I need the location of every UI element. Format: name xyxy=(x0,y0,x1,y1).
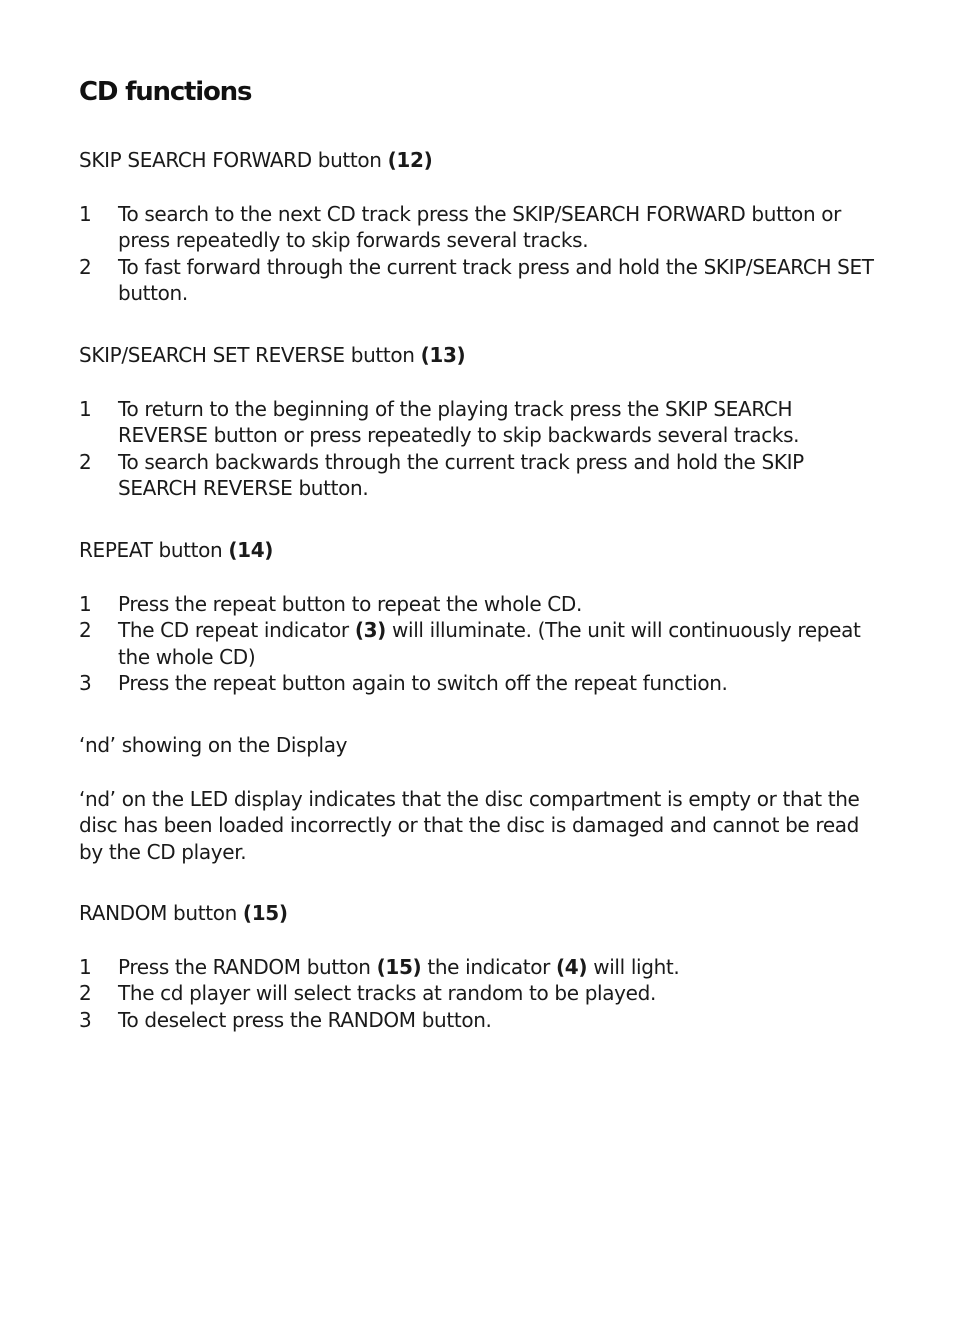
skip-reverse-list xyxy=(79,396,879,502)
heading-text: REPEAT button xyxy=(79,537,223,562)
document-page xyxy=(79,72,879,1034)
heading-text: SKIP SEARCH FORWARD button xyxy=(79,148,382,172)
list-item xyxy=(79,954,879,981)
list-item xyxy=(79,617,879,670)
section-heading-nd-display xyxy=(79,732,879,759)
item-text: To fast forward through the current track press and hold the SKIP/SEARCH SET button. xyxy=(118,254,874,306)
item-number: 3 xyxy=(79,1008,92,1033)
list-item xyxy=(79,449,879,502)
random-list xyxy=(79,954,879,1034)
item-number: 1 xyxy=(79,954,92,979)
heading-text: SKIP/SEARCH SET REVERSE button xyxy=(79,342,415,367)
item-text: will light. xyxy=(593,954,680,979)
section-heading-repeat xyxy=(79,537,879,564)
item-text: The cd player will select tracks at random to be played. xyxy=(118,981,656,1006)
item-number: 2 xyxy=(79,981,92,1006)
nd-display-paragraph: ‘nd’ on the LED display indicates that the disc compartment is empty or that the disc has been loaded incorrectly or that the disc is damaged and cannot be read by the CD player. xyxy=(79,786,860,864)
item-text: To deselect press the RANDOM button. xyxy=(118,1008,492,1033)
section-heading-skip-reverse xyxy=(79,342,879,369)
item-text: To search backwards through the current track press and hold the SKIP SEARCH REVERSE button. xyxy=(118,449,804,501)
item-text: Press the repeat button again to switch off the repeat function. xyxy=(118,671,728,696)
item-text: Press the repeat button to repeat the whole CD. xyxy=(118,591,582,616)
list-item xyxy=(79,670,879,697)
item-text: The CD repeat indicator xyxy=(118,618,349,643)
list-item xyxy=(79,980,879,1007)
skip-forward-list xyxy=(79,201,879,307)
heading-text: ‘nd’ showing on the Display xyxy=(79,732,348,757)
item-ref: (3) xyxy=(354,618,386,643)
item-ref: (4) xyxy=(556,954,588,979)
list-item xyxy=(79,1007,879,1034)
heading-text: RANDOM button xyxy=(79,901,237,926)
section-heading-skip-forward xyxy=(79,147,879,174)
heading-ref: (12) xyxy=(387,148,433,172)
item-text: To return to the beginning of the playing track press the SKIP SEARCH REVERSE button or press repeatedly to skip backwards several tracks. xyxy=(118,396,800,448)
item-number: 2 xyxy=(79,254,92,279)
item-number: 1 xyxy=(79,201,92,226)
item-number: 2 xyxy=(79,449,92,474)
item-number: 1 xyxy=(79,591,92,616)
item-number: 3 xyxy=(79,671,92,696)
item-number: 1 xyxy=(79,396,92,421)
item-text: will illuminate. (The unit will continuously repeat the whole CD) xyxy=(118,618,861,669)
item-text: To search to the next CD track press the SKIP/SEARCH FORWARD button or press repeatedly to skip forwards several tracks. xyxy=(118,201,842,253)
list-item xyxy=(79,591,879,618)
section-heading-random xyxy=(79,900,879,927)
page-title: CD functions xyxy=(79,77,252,107)
heading-ref: (13) xyxy=(420,342,466,367)
list-item xyxy=(79,201,879,254)
list-item xyxy=(79,396,879,449)
item-ref: (15) xyxy=(376,954,422,979)
item-text: the indicator xyxy=(427,954,550,979)
list-item xyxy=(79,254,879,307)
item-number: 2 xyxy=(79,618,92,643)
repeat-list xyxy=(79,591,879,697)
item-text: Press the RANDOM button xyxy=(118,954,371,979)
heading-ref: (14) xyxy=(228,537,274,562)
heading-ref: (15) xyxy=(242,901,288,926)
